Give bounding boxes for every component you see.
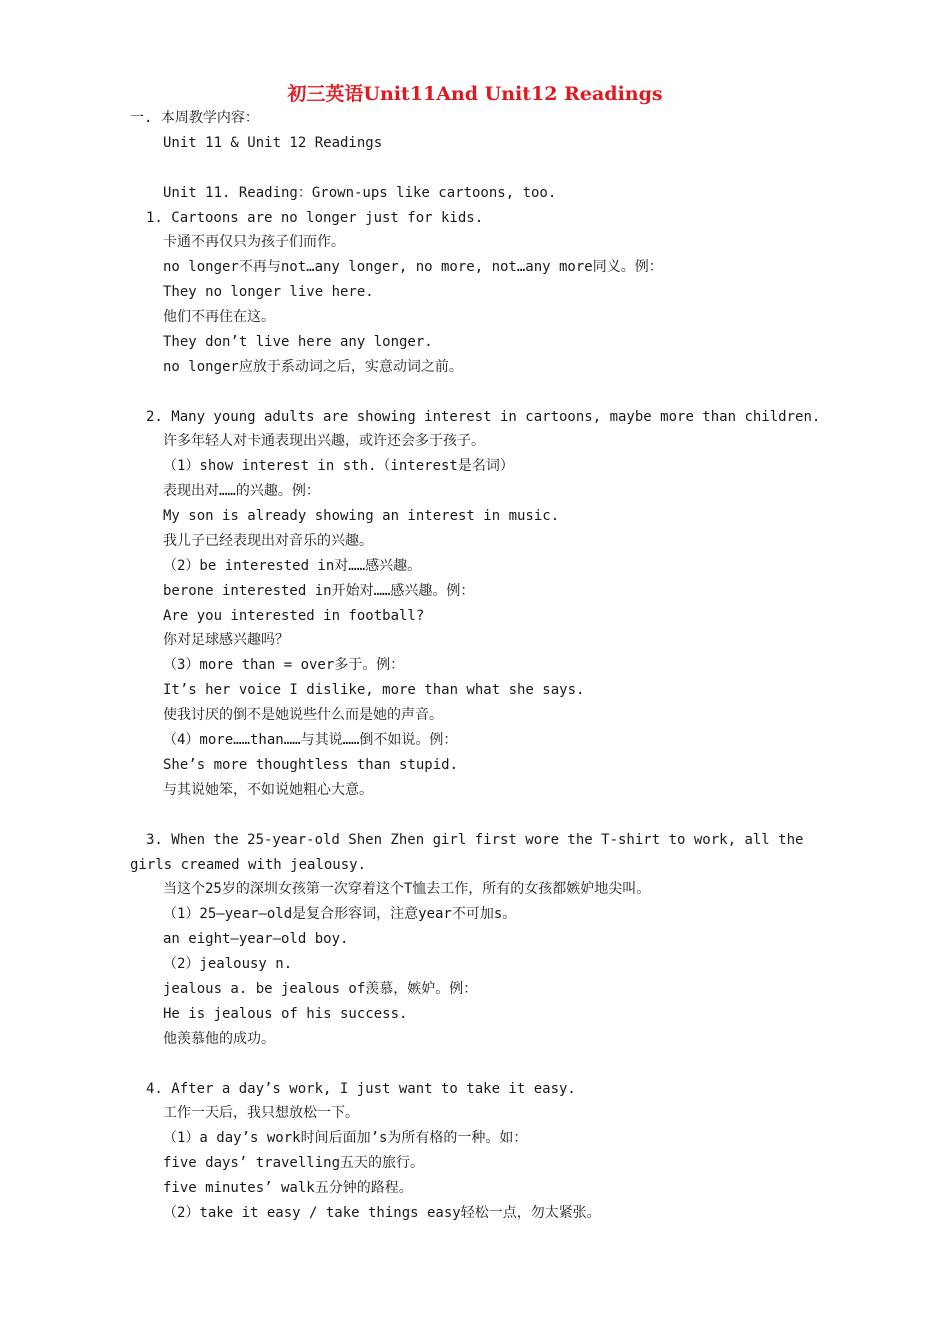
text-line: 与其说她笨，不如说她粗心大意。 [163, 782, 373, 798]
text-line: 表现出对……的兴趣。例： [163, 483, 320, 499]
section-heading: 一. 本周教学内容： [130, 110, 259, 126]
text-line: 当这个25岁的深圳女孩第一次穿着这个T恤去工作，所有的女孩都嫉妒地尖叫。 [163, 881, 651, 897]
item-heading: 2. Many young adults are showing interest in cartoons, maybe more than children. [146, 409, 821, 425]
text-line: 他羡慕他的成功。 [163, 1031, 275, 1047]
text-line: My son is already showing an interest in music. [163, 508, 560, 524]
text-line: 他们不再住在这。 [163, 309, 275, 325]
reading-heading: Unit 11. Reading：Grown-ups like cartoons, too. [163, 185, 557, 201]
text-line: 工作一天后，我只想放松一下。 [163, 1105, 359, 1121]
text-line: （2）be interested in对……感兴趣。 [163, 558, 422, 574]
text-line: （4）more……than……与其说……倒不如说。例： [163, 732, 458, 748]
text-line: no longer不再与not…any longer, no more, not…any more同义。例： [163, 259, 663, 275]
item-heading: 3. When the 25-year-old Shen Zhen girl first wore the T-shirt to work, all the [146, 832, 804, 848]
document-title: 初三英语Unit11And Unit12 Readings [287, 83, 663, 105]
item-heading: 1. Cartoons are no longer just for kids. [146, 210, 484, 226]
text-line: 许多年轻人对卡通表现出兴趣，或许还会多于孩子。 [163, 433, 485, 449]
text-line: （2）take it easy / take things easy轻松一点，勿太紧张。 [163, 1205, 601, 1221]
text-line: （1）a day’s work时间后面加’s为所有格的一种。如： [163, 1130, 528, 1146]
text-line: no longer应放于系动词之后，实意动词之前。 [163, 359, 463, 375]
text-line: an eight—year—old boy. [163, 931, 349, 947]
text-line: He is jealous of his success. [163, 1006, 408, 1022]
text-line: （1）25—year—old是复合形容词，注意year不可加s。 [163, 906, 517, 922]
text-line: five minutes’ walk五分钟的路程。 [163, 1180, 413, 1196]
text-line: five days’ travelling五天的旅行。 [163, 1155, 425, 1171]
text-line: girls creamed with jealousy. [130, 857, 367, 873]
text-line: jealous a. be jealous of羡慕，嫉妒。例： [163, 981, 478, 997]
text-line: Unit 11 & Unit 12 Readings [163, 135, 383, 151]
item-heading: 4. After a day’s work, I just want to take it easy. [146, 1081, 576, 1097]
text-line: Are you interested in football? [163, 608, 425, 624]
text-line: It’s her voice I dislike, more than what she says. [163, 682, 585, 698]
text-line: （2）jealousy n. [163, 956, 293, 972]
text-line: She’s more thoughtless than stupid. [163, 757, 459, 773]
text-line: berone interested in开始对……感兴趣。例： [163, 583, 475, 599]
text-line: They no longer live here. [163, 284, 374, 300]
text-line: 使我讨厌的倒不是她说些什么而是她的声音。 [163, 707, 443, 723]
text-line: They don’t live here any longer. [163, 334, 433, 350]
text-line: 你对足球感兴趣吗？ [163, 632, 289, 648]
text-line: 我儿子已经表现出对音乐的兴趣。 [163, 533, 373, 549]
text-line: （3）more than = over多于。例： [163, 657, 405, 673]
text-line: （1）show interest in sth.（interest是名词） [163, 458, 514, 474]
text-line: 卡通不再仅只为孩子们而作。 [163, 234, 345, 250]
